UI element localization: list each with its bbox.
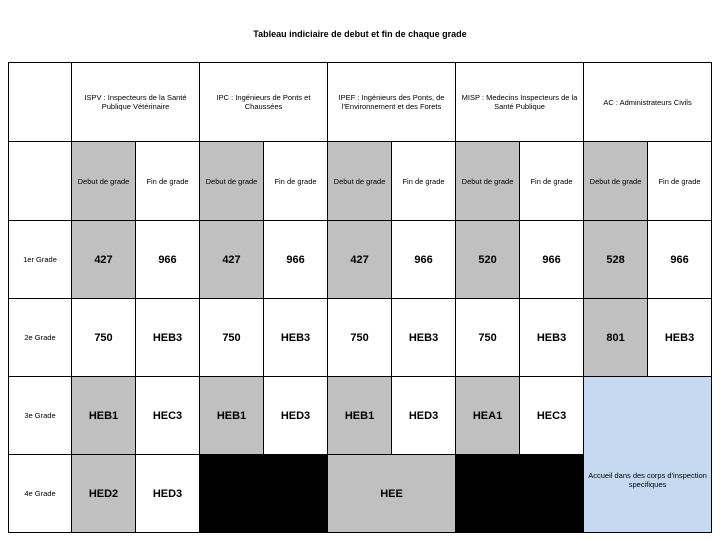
value-cell: 801 [584, 299, 648, 377]
value-cell: 528 [584, 221, 648, 299]
ac-merged-note-cell [584, 377, 712, 533]
corps-header-ac: AC : Administrateurs Civils [584, 63, 712, 142]
value-cell: HED3 [392, 377, 456, 455]
corps-header-ispv: ISPV : Inspecteurs de la Santé Publique Vétérinaire [72, 63, 200, 142]
value-cell: 966 [520, 221, 584, 299]
row-label: 1er Grade [9, 221, 72, 299]
subheader-debut: Debut de grade [72, 142, 136, 221]
value-cell: HED2 [72, 455, 136, 533]
value-cell: 966 [392, 221, 456, 299]
row-label: 4e Grade [9, 455, 72, 533]
value-cell: 750 [328, 299, 392, 377]
value-cell: 750 [72, 299, 136, 377]
subheader-debut: Debut de grade [200, 142, 264, 221]
value-cell: 966 [648, 221, 712, 299]
value-cell: HEB1 [72, 377, 136, 455]
value-cell: 966 [264, 221, 328, 299]
corner-cell [9, 63, 72, 142]
value-cell: 750 [456, 299, 520, 377]
subheader-row [9, 142, 712, 221]
ac-merged-note: Accueil dans des corps d'inspection specifiques [588, 471, 707, 489]
subheader-fin: Fin de grade [392, 142, 456, 221]
value-cell: 427 [200, 221, 264, 299]
row-label: 2e Grade [9, 299, 72, 377]
value-cell: HEB3 [136, 299, 200, 377]
corps-header-misp: MISP : Medecins Inspecteurs de la Santé Publique [456, 63, 584, 142]
corps-header-ipc: IPC : Ingénieurs de Ponts et Chaussées [200, 63, 328, 142]
value-cell: HEB3 [264, 299, 328, 377]
row-label: 3e Grade [9, 377, 72, 455]
subheader-fin: Fin de grade [520, 142, 584, 221]
grade-row-2 [9, 299, 712, 377]
ipef-grade4-cell: HEE [328, 455, 456, 533]
subheader-fin: Fin de grade [648, 142, 712, 221]
value-cell: HEB1 [328, 377, 392, 455]
subheader-debut: Debut de grade [584, 142, 648, 221]
value-cell: 520 [456, 221, 520, 299]
grade-row-1 [9, 221, 712, 299]
subheader-debut: Debut de grade [328, 142, 392, 221]
salary-grade-table [8, 62, 712, 533]
corner-cell-2 [9, 142, 72, 221]
value-cell: 750 [200, 299, 264, 377]
value-cell: 966 [136, 221, 200, 299]
value-cell: HEC3 [520, 377, 584, 455]
value-cell: 427 [72, 221, 136, 299]
value-cell: HED3 [136, 455, 200, 533]
value-cell: HEB1 [200, 377, 264, 455]
subheader-debut: Debut de grade [456, 142, 520, 221]
grade-row-3 [9, 377, 712, 455]
value-cell: HED3 [264, 377, 328, 455]
value-cell: HEA1 [456, 377, 520, 455]
value-cell: HEB3 [648, 299, 712, 377]
value-cell: HEB3 [392, 299, 456, 377]
value-cell: HEB3 [520, 299, 584, 377]
not-applicable-cell [200, 455, 328, 533]
subheader-fin: Fin de grade [264, 142, 328, 221]
table-title: Tableau indiciaire de debut et fin de chaque grade [253, 29, 467, 39]
value-cell: HEC3 [136, 377, 200, 455]
not-applicable-cell [456, 455, 584, 533]
value-cell: 427 [328, 221, 392, 299]
header-row [9, 63, 712, 142]
subheader-fin: Fin de grade [136, 142, 200, 221]
corps-header-ipef: IPEF : Ingénieurs des Ponts, de l'Environnement et des Forets [328, 63, 456, 142]
